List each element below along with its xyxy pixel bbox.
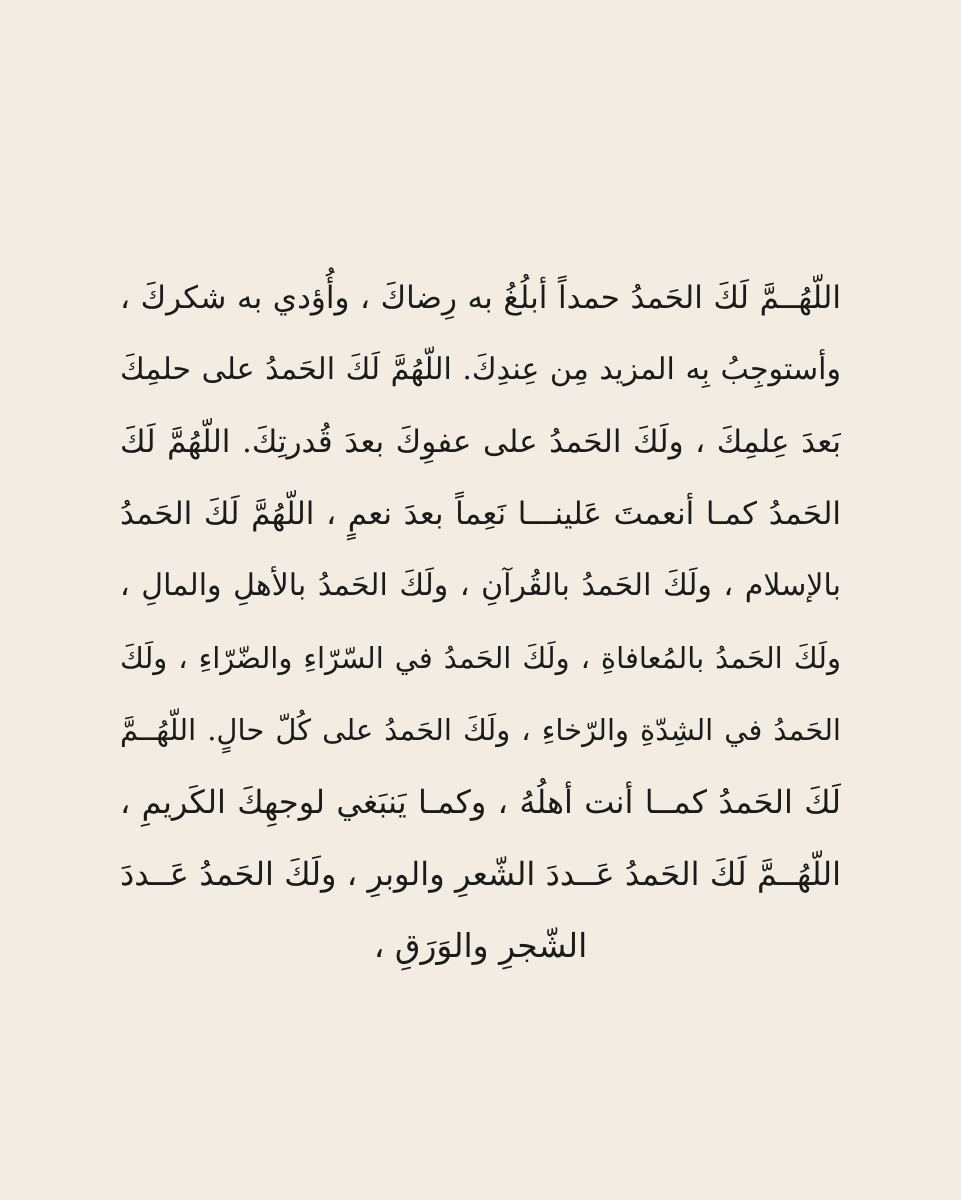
text-line-9: اللّهُــمَّ لَكَ الحَمدُ عَــددَ الشّعرِ والوبرِ ، ولَكَ الحَمدُ عَــددَ xyxy=(120,855,841,893)
text-line-5: بالإسلام ، ولَكَ الحَمدُ بالقُرآنِ ، ولَكَ الحَمدُ بالأهلِ والمالِ ، xyxy=(120,568,841,603)
text-line-1: اللّهُــمَّ لَكَ الحَمدُ حمداً أبلُغُ به رِضاكَ ، وأُؤدي به شكركَ ، xyxy=(120,280,841,316)
text-line-3: بَعدَ عِلمِكَ ، ولَكَ الحَمدُ على عفوِكَ بعدَ قُدرتِكَ. اللّهُمَّ لَكَ xyxy=(120,424,841,460)
text-line-2: وأستوجِبُ بِه المزيد مِن عِندِكَ. اللّهُمَّ لَكَ الحَمدُ على حلمِكَ xyxy=(120,352,841,387)
text-line-4: الحَمدُ كمـا أنعمتَ عَلينـــا نَعِماً بعدَ نعمٍ ، اللّهُمَّ لَكَ الحَمدُ xyxy=(120,496,841,532)
text-line-6: ولَكَ الحَمدُ بالمُعافاةِ ، ولَكَ الحَمدُ في السّرّاءِ والضّرّاءِ ، ولَكَ xyxy=(120,641,841,675)
text-line-7: الحَمدُ في الشِدّةِ والرّخاءِ ، ولَكَ الحَمدُ على كُلّ حالٍ. اللّهُــمَّ xyxy=(120,713,841,747)
supplication-text xyxy=(0,262,961,982)
text-line-10: الشّجرِ والوَرَقِ ، xyxy=(373,926,588,965)
text-line-8: لَكَ الحَمدُ كمــا أنت أهلُهُ ، وكمـا يَنبَغي لوجهِكَ الكَريمِ ، xyxy=(120,783,841,821)
